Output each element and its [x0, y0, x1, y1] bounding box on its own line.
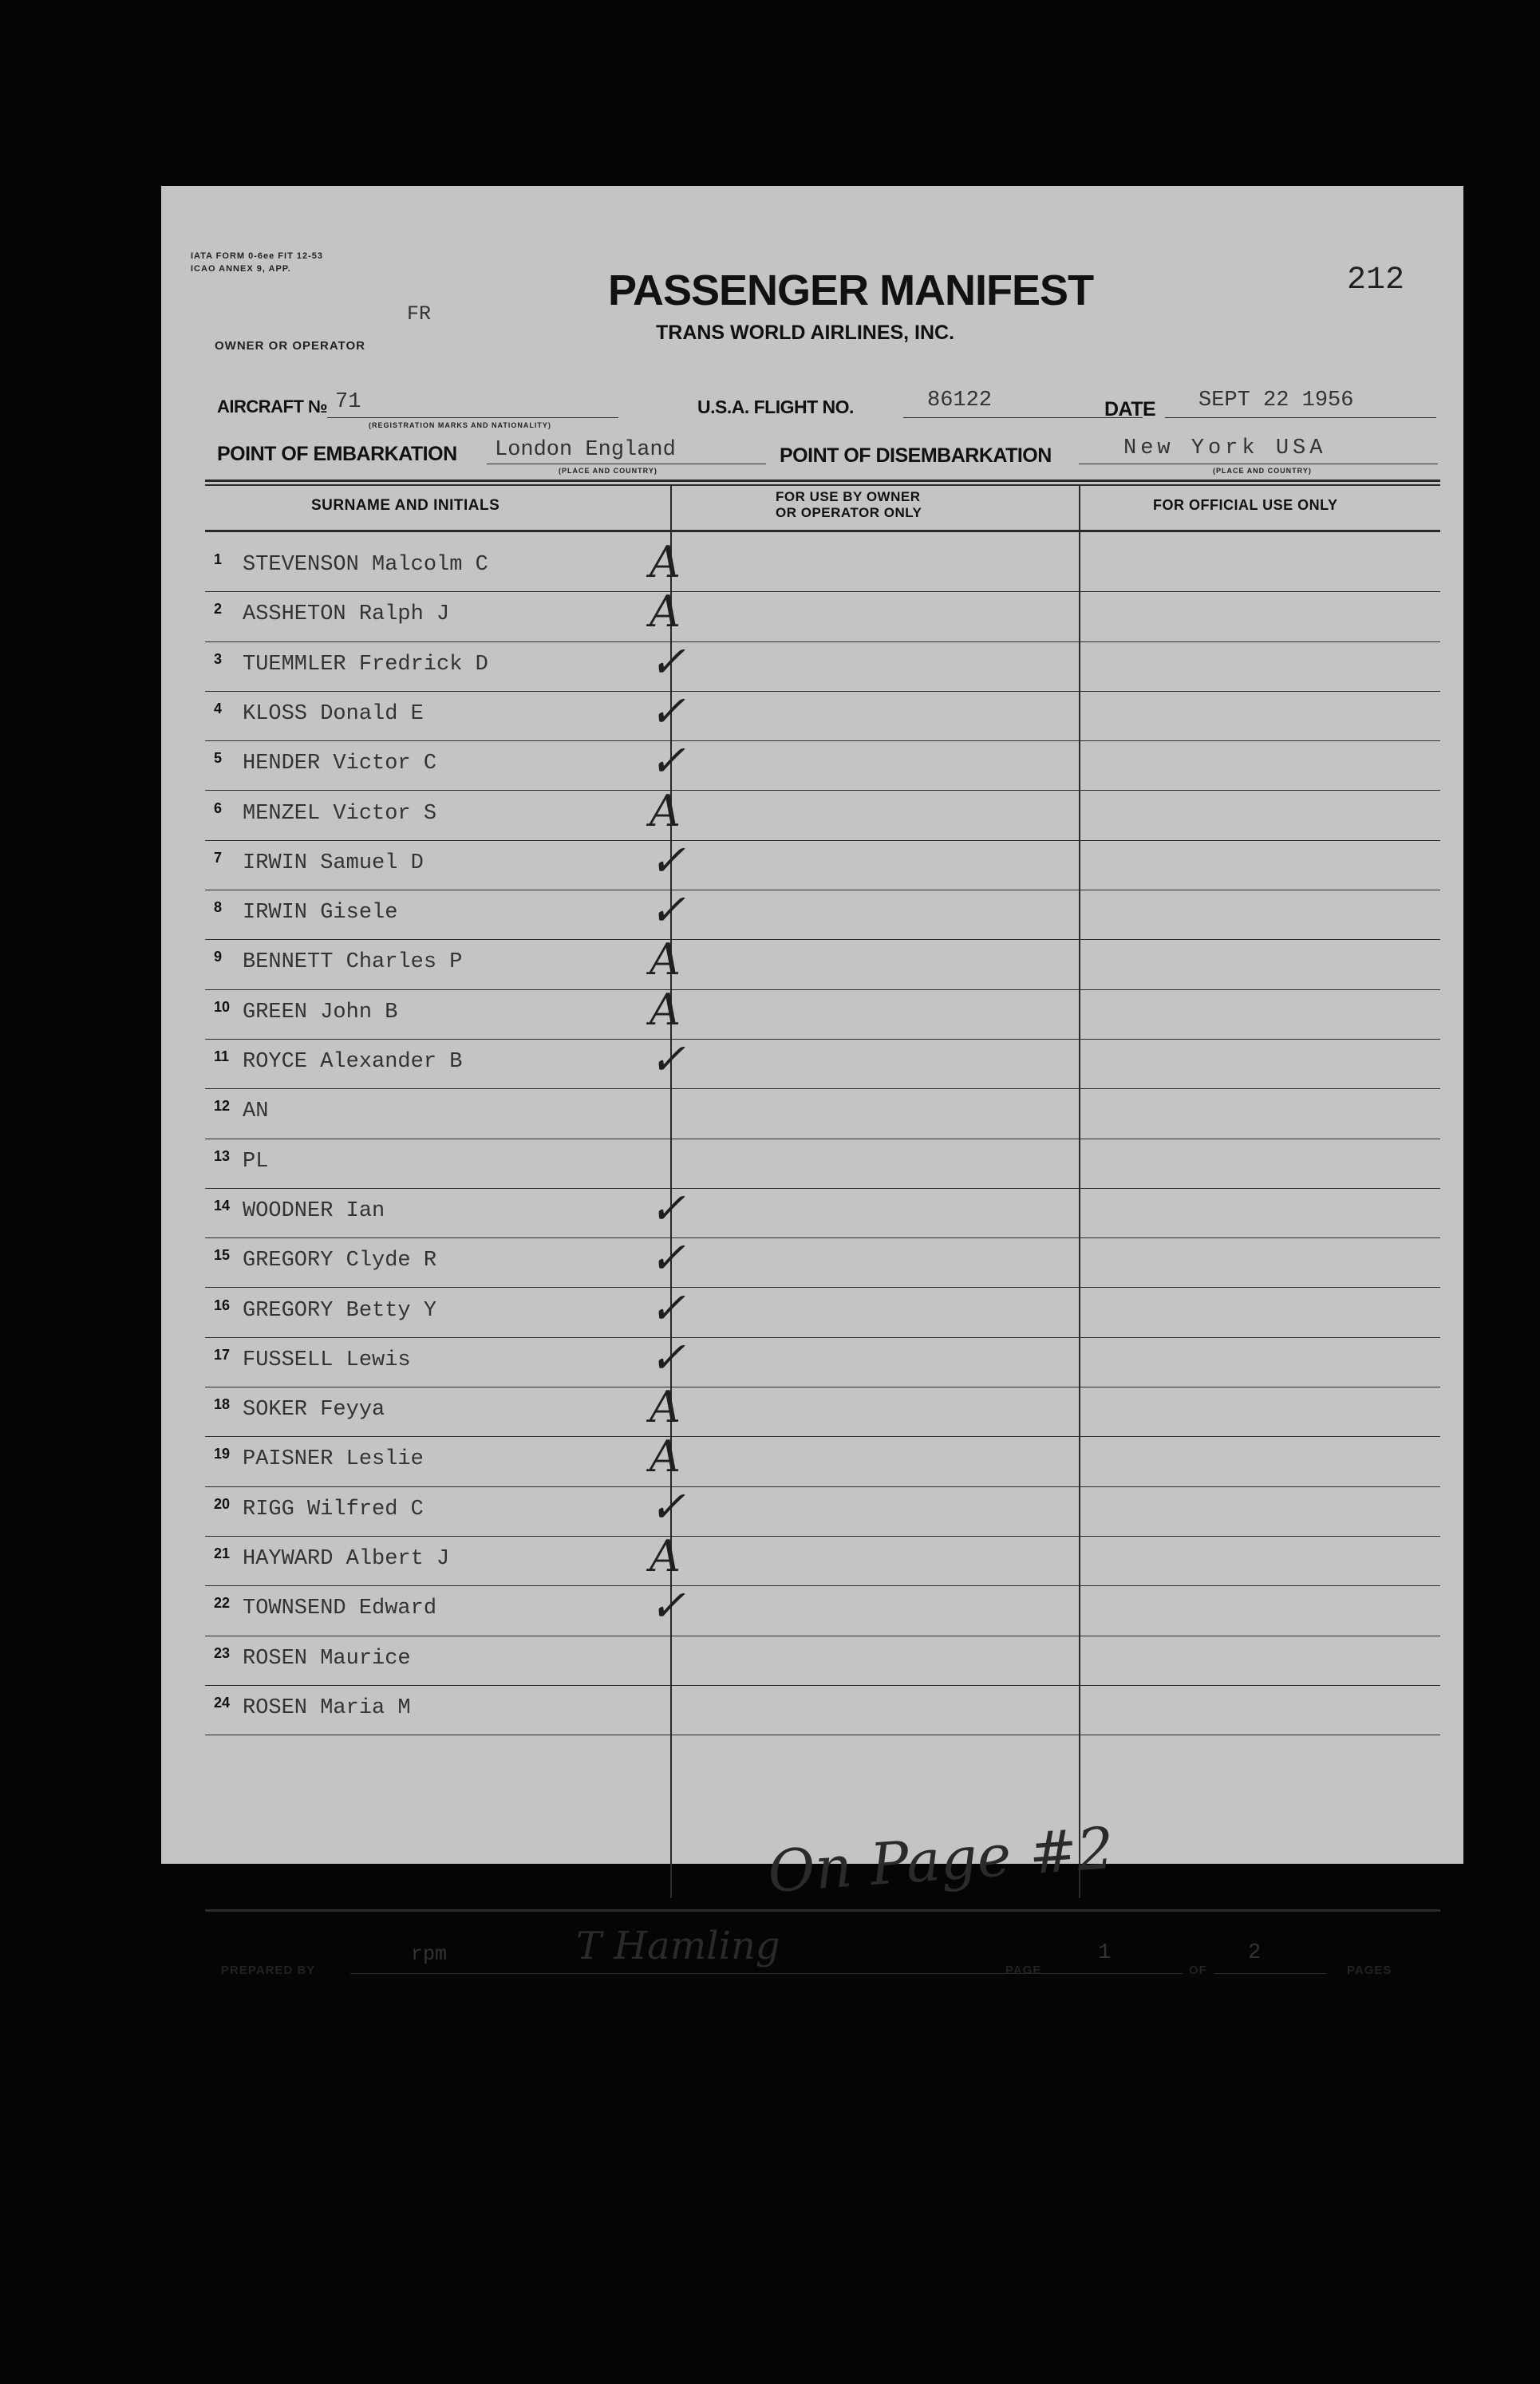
aircraft-value: 71 — [335, 390, 361, 414]
check-mark: A — [650, 984, 681, 1035]
passenger-name: PAISNER Leslie — [243, 1447, 424, 1472]
check-mark: A — [650, 1531, 681, 1581]
passenger-name: BENNETT Charles P — [243, 950, 463, 975]
page-label: PAGE — [1005, 1964, 1042, 1977]
table-row — [161, 1233, 1463, 1290]
pages-label: PAGES — [1347, 1964, 1392, 1977]
passenger-name: MENZEL Victor S — [243, 801, 437, 826]
owner-label: OWNER OR OPERATOR — [215, 339, 365, 353]
disembarkation-value: New York USA — [1123, 436, 1327, 460]
table-row — [161, 1332, 1463, 1390]
check-mark: ✓ — [650, 1182, 686, 1233]
passenger-name: HENDER Victor C — [243, 752, 437, 776]
row-number: 19 — [214, 1446, 231, 1462]
check-mark: ✓ — [650, 685, 686, 736]
table-row — [161, 835, 1463, 893]
passenger-name: IRWIN Gisele — [243, 901, 398, 926]
check-mark: A — [650, 934, 681, 985]
airline-name: TRANS WORLD AIRLINES, INC. — [656, 322, 955, 344]
check-mark: ✓ — [650, 1233, 686, 1284]
check-mark: A — [650, 537, 681, 587]
table-row — [161, 1091, 1463, 1141]
row-number: 6 — [214, 799, 223, 816]
table-row — [161, 785, 1463, 843]
check-mark: ✓ — [650, 1481, 686, 1532]
passenger-name: IRWIN Samuel D — [243, 851, 424, 875]
date-label: DATE — [1104, 398, 1156, 420]
table-row — [161, 1639, 1463, 1688]
table-row — [161, 1581, 1463, 1638]
row-number: 7 — [214, 849, 223, 866]
row-number: 12 — [214, 1098, 231, 1115]
row-number: 5 — [214, 750, 223, 767]
check-mark: A — [650, 586, 681, 637]
date-value: SEPT 22 1956 — [1198, 389, 1354, 412]
form-code-line2: ICAO ANNEX 9, APP. — [191, 264, 291, 274]
row-number: 16 — [214, 1297, 231, 1313]
row-number: 21 — [214, 1545, 231, 1561]
row-number: 22 — [214, 1595, 231, 1612]
embarkation-value: London England — [495, 438, 676, 462]
prepared-by-label: PREPARED BY — [221, 1964, 316, 1977]
passenger-name: FUSSELL Lewis — [243, 1348, 411, 1372]
passenger-name: GREGORY Clyde R — [243, 1249, 437, 1273]
passenger-name: STEVENSON Malcolm C — [243, 553, 488, 577]
passenger-name: TOWNSEND Edward — [243, 1597, 437, 1621]
check-mark: ✓ — [650, 1282, 686, 1333]
table-row — [161, 984, 1463, 1042]
check-mark: A — [650, 785, 681, 836]
row-number: 9 — [214, 949, 223, 965]
row-number: 8 — [214, 899, 223, 916]
row-number: 13 — [214, 1147, 231, 1164]
page-number: 212 — [1347, 262, 1405, 298]
row-number: 4 — [214, 700, 223, 716]
table-row — [161, 586, 1463, 644]
flight-label: U.S.A. FLIGHT NO. — [697, 397, 854, 417]
column-header-official: FOR OFFICIAL USE ONLY — [1153, 497, 1338, 513]
table-row — [161, 685, 1463, 744]
passenger-name: TUEMMLER Fredrick D — [243, 652, 488, 677]
passenger-name: GREEN John B — [243, 1000, 398, 1024]
table-row — [161, 1034, 1463, 1091]
passenger-name: HAYWARD Albert J — [243, 1547, 450, 1571]
passenger-name: ASSHETON Ralph J — [243, 602, 450, 627]
row-number: 2 — [214, 601, 223, 618]
check-mark: ✓ — [650, 1332, 686, 1383]
of-label: OF — [1189, 1964, 1207, 1977]
column-header-owner-use-2: OR OPERATOR ONLY — [776, 505, 922, 520]
table-row — [161, 1531, 1463, 1589]
table-row — [161, 1431, 1463, 1489]
row-number: 15 — [214, 1247, 231, 1264]
column-header-owner-use-1: FOR USE BY OWNER — [776, 489, 921, 504]
row-number: 24 — [214, 1694, 231, 1711]
check-mark: ✓ — [650, 1034, 686, 1084]
passenger-name: ROSEN Maurice — [243, 1646, 411, 1671]
flight-value: 86122 — [927, 389, 993, 412]
row-number: 17 — [214, 1346, 231, 1363]
check-mark: ✓ — [650, 835, 686, 886]
check-mark: A — [650, 1431, 681, 1482]
table-row — [161, 736, 1463, 793]
aircraft-sublabel: (REGISTRATION MARKS AND NATIONALITY) — [369, 421, 551, 429]
passenger-name: RIGG Wilfred C — [243, 1497, 424, 1522]
table-row — [161, 1481, 1463, 1539]
row-number: 23 — [214, 1644, 231, 1661]
check-mark: ✓ — [650, 885, 686, 936]
passenger-name: ROSEN Maria M — [243, 1695, 411, 1720]
column-header-surname: SURNAME AND INITIALS — [311, 497, 500, 514]
table-row — [161, 636, 1463, 694]
row-number: 10 — [214, 998, 231, 1015]
passenger-name: AN — [243, 1099, 269, 1124]
page-title: PASSENGER MANIFEST — [608, 266, 1094, 314]
manifest-form — [161, 186, 1463, 1977]
passenger-name: WOODNER Ian — [243, 1198, 385, 1223]
check-mark: ✓ — [650, 1581, 686, 1632]
row-number: 18 — [214, 1396, 231, 1413]
owner-value: FR — [407, 302, 432, 326]
on-page-annotation: On Page #2 — [765, 1814, 1116, 1906]
table-row — [161, 1142, 1463, 1191]
signature: T Hamling — [576, 1924, 780, 1968]
disembarkation-label: POINT OF DISEMBARKATION — [780, 444, 1052, 467]
check-mark: A — [650, 1382, 681, 1433]
row-number: 11 — [214, 1048, 230, 1064]
row-number: 20 — [214, 1495, 231, 1512]
table-row — [161, 1688, 1463, 1738]
passenger-name: KLOSS Donald E — [243, 701, 424, 726]
table-row — [161, 537, 1463, 594]
page-value: 1 — [1098, 1941, 1112, 1965]
check-mark: ✓ — [650, 736, 686, 787]
table-row — [161, 934, 1463, 992]
row-number: 14 — [214, 1197, 231, 1214]
table-row — [161, 1182, 1463, 1241]
embarkation-sublabel: (PLACE AND COUNTRY) — [559, 467, 657, 475]
passenger-name: GREGORY Betty Y — [243, 1298, 437, 1323]
of-value: 2 — [1248, 1941, 1262, 1965]
row-number: 1 — [214, 551, 223, 567]
form-code-line1: IATA FORM 0-6ee FIT 12-53 — [191, 251, 323, 261]
embarkation-label: POINT OF EMBARKATION — [217, 443, 457, 465]
prepared-by-value: rpm — [411, 1943, 448, 1966]
table-row — [161, 1282, 1463, 1340]
disembarkation-sublabel: (PLACE AND COUNTRY) — [1213, 467, 1312, 475]
passenger-name: SOKER Feyya — [243, 1398, 385, 1423]
aircraft-label: AIRCRAFT № — [217, 397, 328, 416]
passenger-name: PL — [243, 1149, 269, 1174]
passenger-name: ROYCE Alexander B — [243, 1050, 463, 1074]
table-row — [161, 1382, 1463, 1439]
row-number: 3 — [214, 650, 223, 667]
check-mark: ✓ — [650, 636, 686, 687]
table-row — [161, 885, 1463, 942]
